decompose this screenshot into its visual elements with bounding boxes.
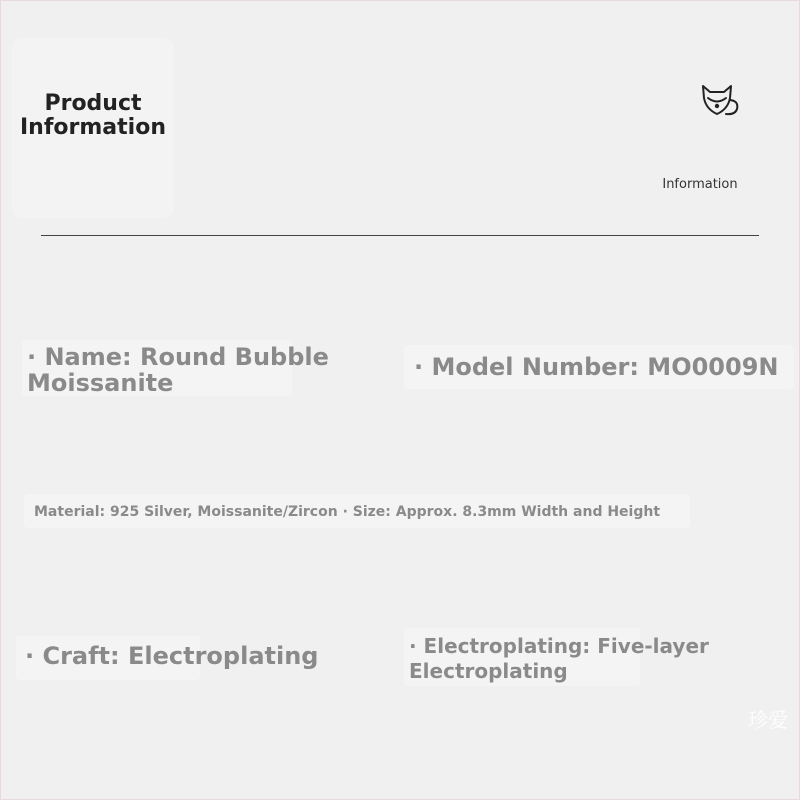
header-divider bbox=[41, 235, 759, 236]
spec-craft: · Craft: Electroplating bbox=[25, 642, 319, 670]
spec-name: · Name: Round Bubble Moissanite bbox=[27, 343, 329, 397]
spec-electroplating: · Electroplating: Five-layer Electroplating bbox=[409, 634, 709, 683]
logo-caption: Information bbox=[662, 177, 738, 192]
page-title: Product Information bbox=[20, 91, 166, 140]
spec-model-number: · Model Number: MO0009N bbox=[414, 353, 779, 381]
spec-material-size: Material: 925 Silver, Moissanite/Zircon · Size: Approx. 8.3mm Width and Height bbox=[34, 504, 661, 520]
fox-icon bbox=[699, 83, 739, 117]
watermark-text: 珍爱 bbox=[748, 708, 788, 732]
